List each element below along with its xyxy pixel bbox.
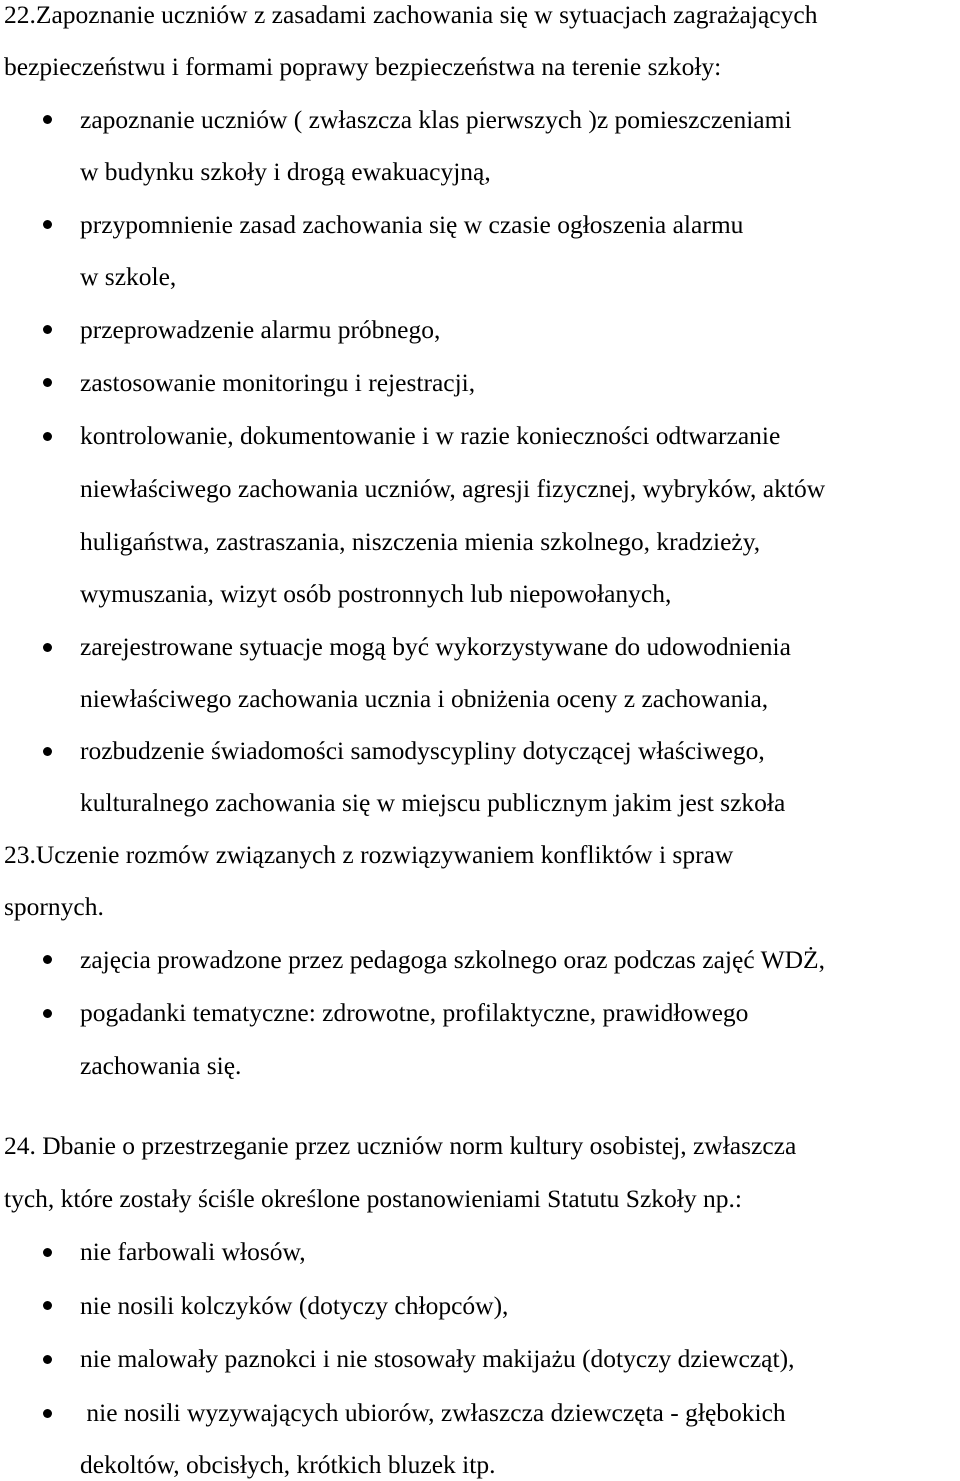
list-item-line: dekoltów, obcisłych, krótkich bluzek itp.	[80, 1450, 496, 1479]
bullet-icon	[43, 1009, 52, 1018]
list-item-line: pogadanki tematyczne: zdrowotne, profilaktyczne, prawidłowego	[80, 998, 749, 1027]
list-item-line: nie nosili wyzywających ubiorów, zwłaszcza dziewczęta - głębokich	[80, 1398, 786, 1427]
list-item-line: zapoznanie uczniów ( zwłaszcza klas pierwszych )z pomieszczeniami	[80, 105, 792, 134]
list-item-line: zastosowanie monitoringu i rejestracji,	[80, 368, 476, 397]
section-22-heading-line-1: 22.Zapoznanie uczniów z zasadami zachowania się w sytuacjach zagrażających	[4, 0, 818, 29]
list-item-line: zarejestrowane sytuacje mogą być wykorzystywane do udowodnienia	[80, 632, 791, 661]
bullet-icon	[43, 432, 52, 441]
list-item-line: przeprowadzenie alarmu próbnego,	[80, 315, 441, 344]
bullet-icon	[43, 643, 52, 652]
list-item-line: nie nosili kolczyków (dotyczy chłopców),	[80, 1291, 509, 1320]
list-item-line: nie farbowali włosów,	[80, 1237, 306, 1266]
list-item-line: niewłaściwego zachowania uczniów, agresji fizycznej, wybryków, aktów	[80, 474, 826, 503]
bullet-icon	[43, 325, 52, 334]
bullet-icon	[43, 115, 52, 124]
bullet-icon	[43, 1409, 52, 1418]
bullet-icon	[43, 955, 52, 964]
list-item-line: wymuszania, wizyt osób postronnych lub niepowołanych,	[80, 579, 672, 608]
bullet-icon	[43, 747, 52, 756]
list-item-line: rozbudzenie świadomości samodyscypliny dotyczącej właściwego,	[80, 736, 765, 765]
bullet-icon	[43, 1248, 52, 1257]
section-24-heading-line-1: 24. Dbanie o przestrzeganie przez uczniów norm kultury osobistej, zwłaszcza	[4, 1131, 797, 1160]
bullet-icon	[43, 378, 52, 387]
list-item-line: huligaństwa, zastraszania, niszczenia mienia szkolnego, kradzieży,	[80, 527, 761, 556]
bullet-icon	[43, 1301, 52, 1310]
list-item-line: kulturalnego zachowania się w miejscu publicznym jakim jest szkoła	[80, 788, 786, 817]
list-item-line: zajęcia prowadzone przez pedagoga szkolnego oraz podczas zajęć WDŻ,	[80, 945, 826, 974]
list-item-line: w budynku szkoły i drogą ewakuacyjną,	[80, 157, 491, 186]
section-24-heading-line-2: tych, które zostały ściśle określone postanowieniami Statutu Szkoły np.:	[4, 1184, 742, 1213]
list-item-line: w szkole,	[80, 262, 177, 291]
section-23-heading-line-1: 23.Uczenie rozmów związanych z rozwiązywaniem konfliktów i spraw	[4, 840, 734, 869]
section-23-heading-line-2: spornych.	[4, 892, 104, 921]
bullet-icon	[43, 1355, 52, 1364]
list-item-line: zachowania się.	[80, 1051, 242, 1080]
list-item-line: niewłaściwego zachowania ucznia i obniżenia oceny z zachowania,	[80, 684, 769, 713]
bullet-icon	[43, 220, 52, 229]
list-item-line: kontrolowanie, dokumentowanie i w razie konieczności odtwarzanie	[80, 421, 781, 450]
section-22-heading-line-2: bezpieczeństwu i formami poprawy bezpieczeństwa na terenie szkoły:	[4, 52, 722, 81]
list-item-line: nie malowały paznokci i nie stosowały makijażu (dotyczy dziewcząt),	[80, 1344, 795, 1373]
list-item-line: przypomnienie zasad zachowania się w czasie ogłoszenia alarmu	[80, 210, 744, 239]
